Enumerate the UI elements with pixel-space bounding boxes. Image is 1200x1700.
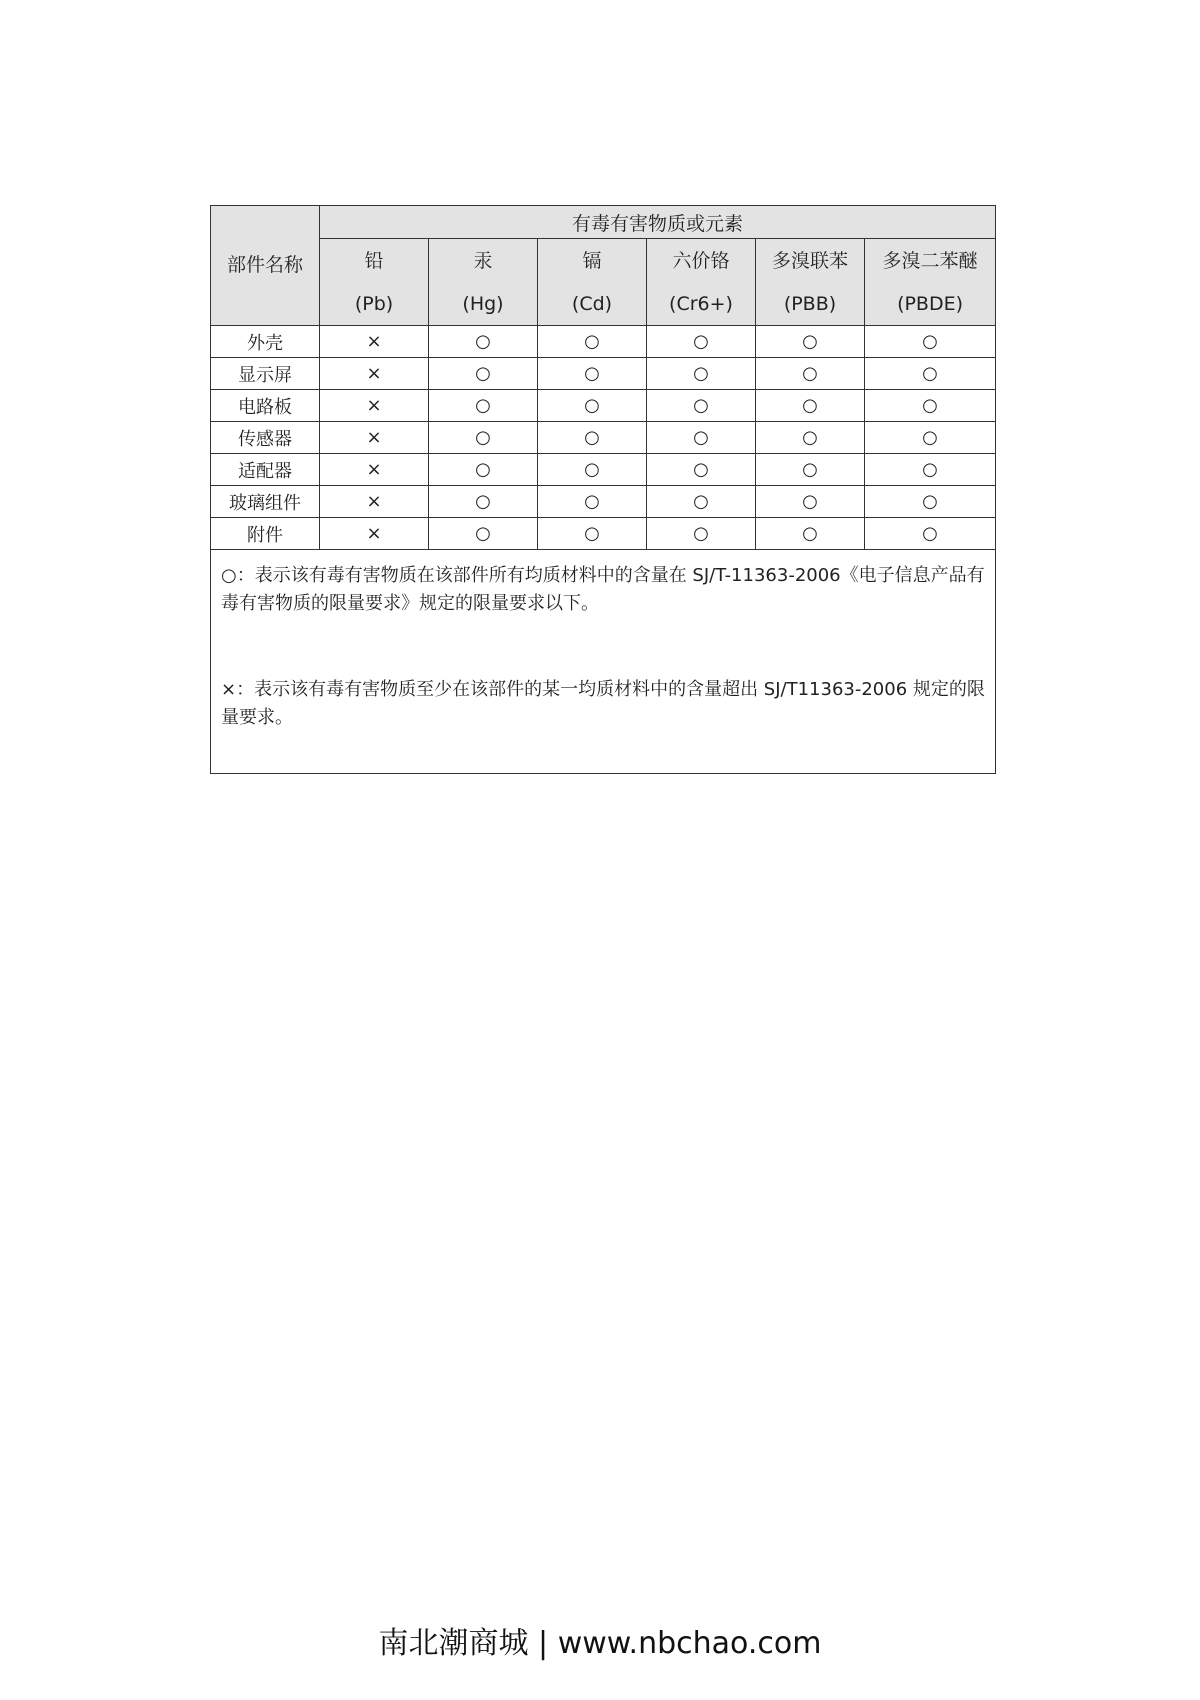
element-name: 铅 <box>364 250 384 272</box>
part-name-cell: 显示屏 <box>211 358 320 390</box>
substance-value-cell: ○ <box>538 454 647 486</box>
substance-value-cell: ○ <box>538 358 647 390</box>
note-cross-legend: ×：表示该有毒有害物质至少在该部件的某一均质材料中的含量超出 SJ/T11363-2006 规定的限量要求。 <box>221 679 985 728</box>
table-row <box>211 518 996 550</box>
hazardous-substances-table <box>210 205 996 774</box>
part-name-header-cell <box>211 206 320 326</box>
substance-value-cell: ○ <box>538 422 647 454</box>
table-row <box>211 422 996 454</box>
substance-value-cell: ○ <box>429 390 538 422</box>
substance-value-cell: ○ <box>756 518 865 550</box>
part-name-cell: 适配器 <box>211 454 320 486</box>
substance-value-cell: ○ <box>647 358 756 390</box>
element-name: 多溴联苯 <box>771 250 848 272</box>
substance-value-cell: × <box>320 518 429 550</box>
part-name-cell: 附件 <box>211 518 320 550</box>
footer-watermark: 南北潮商城 | www.nbchao.com <box>378 1626 822 1661</box>
hazardous-substances-sheet <box>210 205 995 774</box>
substance-value-cell: ○ <box>756 390 865 422</box>
substance-value-cell: × <box>320 422 429 454</box>
table-row <box>211 390 996 422</box>
element-header-cell <box>538 239 647 326</box>
element-symbol: (Cd) <box>571 293 613 315</box>
substance-value-cell: ○ <box>429 358 538 390</box>
part-name-header: 部件名称 <box>226 254 303 276</box>
element-header-cell <box>320 239 429 326</box>
substance-value-cell: ○ <box>756 422 865 454</box>
substance-value-cell: ○ <box>647 390 756 422</box>
part-name-cell: 电路板 <box>211 390 320 422</box>
substance-value-cell: ○ <box>538 486 647 518</box>
substance-value-cell: ○ <box>429 486 538 518</box>
element-name: 汞 <box>473 250 493 272</box>
substance-value-cell: × <box>320 358 429 390</box>
substance-value-cell: ○ <box>865 390 996 422</box>
substance-value-cell: ○ <box>429 454 538 486</box>
part-name-cell: 传感器 <box>211 422 320 454</box>
element-header-cell <box>647 239 756 326</box>
element-symbol: (PBB) <box>783 293 837 315</box>
substance-value-cell: ○ <box>538 518 647 550</box>
element-name: 多溴二苯醚 <box>882 250 978 272</box>
element-header-cell <box>429 239 538 326</box>
substance-value-cell: ○ <box>429 326 538 358</box>
note-circle-legend: ○：表示该有毒有害物质在该部件所有均质材料中的含量在 SJ/T-11363-2006《电子信息产品有毒有害物质的限量要求》规定的限量要求以下。 <box>221 565 985 614</box>
substance-value-cell: ○ <box>429 422 538 454</box>
substance-value-cell: × <box>320 454 429 486</box>
substance-value-cell: ○ <box>647 454 756 486</box>
substance-value-cell: ○ <box>865 326 996 358</box>
element-name: 镉 <box>582 250 602 272</box>
element-symbol: (Pb) <box>354 293 394 315</box>
substance-value-cell: ○ <box>865 422 996 454</box>
substance-value-cell: ○ <box>647 486 756 518</box>
substance-value-cell: × <box>320 326 429 358</box>
element-symbol: (Hg) <box>462 293 504 315</box>
substance-value-cell: ○ <box>865 486 996 518</box>
substance-value-cell: ○ <box>647 326 756 358</box>
substance-value-cell: ○ <box>756 358 865 390</box>
substance-value-cell: × <box>320 390 429 422</box>
substance-value-cell: ○ <box>647 518 756 550</box>
element-symbol: (Cr6+) <box>669 293 733 315</box>
element-name: 六价铬 <box>672 250 730 272</box>
substance-value-cell: ○ <box>865 518 996 550</box>
substance-value-cell: ○ <box>865 358 996 390</box>
substance-value-cell: ○ <box>538 390 647 422</box>
element-header-row <box>211 239 996 326</box>
substance-value-cell: ○ <box>756 454 865 486</box>
part-name-cell: 玻璃组件 <box>211 486 320 518</box>
part-name-cell: 外壳 <box>211 326 320 358</box>
substance-value-cell: ○ <box>756 326 865 358</box>
notes-cell <box>211 550 996 774</box>
table-row <box>211 486 996 518</box>
element-symbol: (PBDE) <box>897 293 964 315</box>
element-header-cell <box>756 239 865 326</box>
substance-value-cell: ○ <box>865 454 996 486</box>
substance-value-cell: × <box>320 486 429 518</box>
substance-value-cell: ○ <box>756 486 865 518</box>
substance-value-cell: ○ <box>647 422 756 454</box>
notes-row <box>211 550 996 774</box>
table-row <box>211 358 996 390</box>
table-row <box>211 454 996 486</box>
substance-value-cell: ○ <box>538 326 647 358</box>
element-header-cell <box>865 239 996 326</box>
table-row <box>211 326 996 358</box>
substances-group-header: 有毒有害物质或元素 <box>320 206 996 239</box>
substance-value-cell: ○ <box>429 518 538 550</box>
